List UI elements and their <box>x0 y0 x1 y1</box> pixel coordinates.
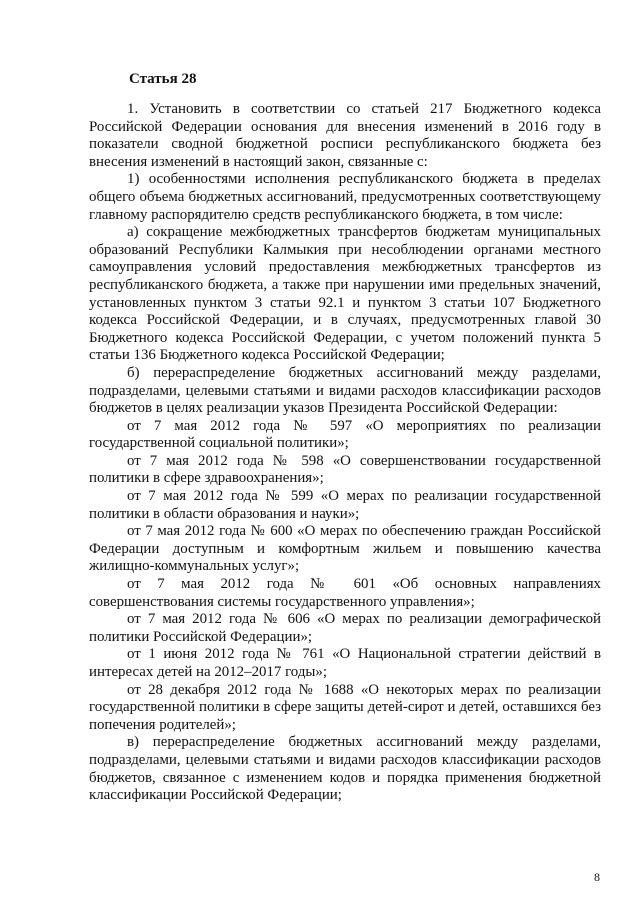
paragraph-item-1: 1) особенностями исполнения республиканского бюджета в пределах общего объема бюджетных ассигнований, предусмотренных соответствующему главному распорядителю средств республиканского бюджета, в том числе: <box>89 171 601 223</box>
decree-597: от 7 мая 2012 года № 597 «О мероприятиях по реализации государственной социальной политики»; <box>89 417 601 452</box>
paragraph-subitem-b: б) перераспределение бюджетных ассигнований между разделами, подразделами, целевыми статьями и видами расходов классификации расходов бюджетов в целях реализации указов Президента Российской Федерации: <box>89 364 601 417</box>
decree-1688: от 28 декабря 2012 года № 1688 «О некоторых мерах по реализации государственной политики в сфере защиты детей-сирот и детей, оставшихся без попечения родителей»; <box>89 681 601 733</box>
article-heading: Статья 28 <box>129 71 197 87</box>
decree-761: от 1 июня 2012 года № 761 «О Национальной стратегии действий в интересах детей на 2012–2017 годы»; <box>89 646 601 680</box>
article-body <box>89 101 601 805</box>
decree-601: от 7 мая 2012 года № 601 «Об основных направлениях совершенствования системы государственного управления»; <box>89 576 601 610</box>
decree-606: от 7 мая 2012 года № 606 «О мерах по реализации демографической политики Российской Федерации»; <box>89 611 601 645</box>
paragraph-subitem-v: в) перераспределение бюджетных ассигнований между разделами, подразделами, целевыми статьями и видами расходов классификации расходов бюджетов, связанное с изменением кодов и порядка применения бюджетной классификации Российской Федерации; <box>89 734 601 804</box>
decree-600: от 7 мая 2012 года № 600 «О мерах по обеспечению граждан Российской Федерации доступным и комфортным жильем и повышению качества жилищно-коммунальных услуг»; <box>89 523 601 575</box>
decree-598: от 7 мая 2012 года № 598 «О совершенствовании государственной политики в сфере здравоохранения»; <box>89 452 601 487</box>
page-number: 8 <box>594 870 600 884</box>
decree-599: от 7 мая 2012 года № 599 «О мерах по реализации государственной политики в области образования и науки»; <box>89 488 601 522</box>
paragraph-subitem-a: а) сокращение межбюджетных трансфертов бюджетам муниципальных образований Республики Калмыкия при несоблюдении органами местного самоуправления условий предоставления межбюджетных трансфертов из республиканского бюджета, а также при нарушении ими предельных значений, установленных пунктом 3 статьи 92.1 и пунктом 3 статьи 107 Бюджетного кодекса Российской Федерации, и в случаях, предусмотренных главой 30 Бюджетного кодекса Российской Федерации, с учетом положений пункта 5 статьи 136 Бюджетного кодекса Российской Федерации; <box>89 224 601 364</box>
paragraph-1: 1. Установить в соответствии со статьей 217 Бюджетного кодекса Российской Федерации основания для внесения изменений в 2016 году в показатели сводной бюджетной росписи республиканского бюджета без внесения изменений в настоящий закон, связанные с: <box>89 101 601 170</box>
